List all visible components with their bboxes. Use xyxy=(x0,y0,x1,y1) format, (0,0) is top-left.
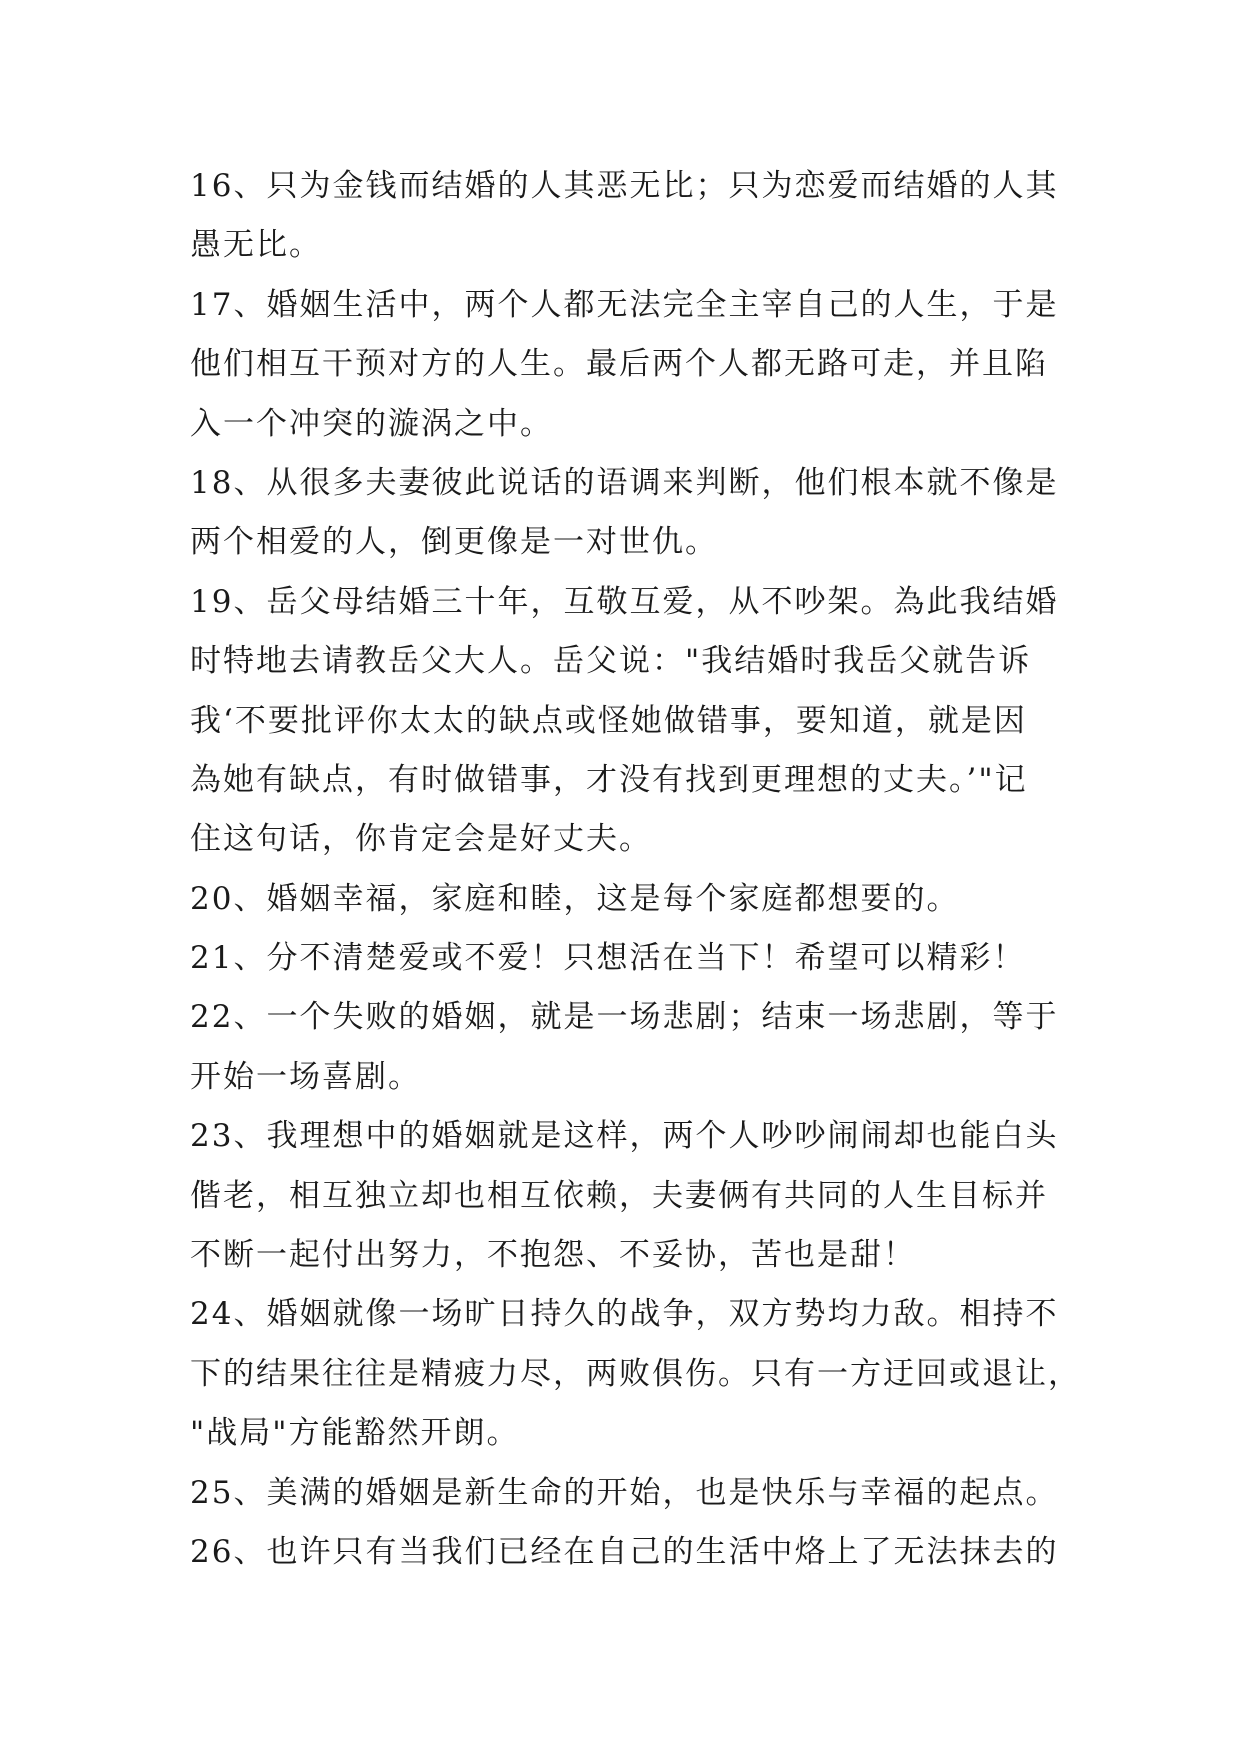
text-line: 24、婚姻就像一场旷日持久的战争，双方势均力敌。相持不 xyxy=(190,1296,1059,1333)
text-line: 时特地去请教岳父大人。岳父说："我结婚时我岳父就告诉 xyxy=(190,643,1032,680)
text-line: 住这句话，你肯定会是好丈夫。 xyxy=(190,821,652,858)
text-line: 偕老，相互独立却也相互依赖，夫妻俩有共同的人生目标并 xyxy=(190,1177,1048,1214)
text-line: 他们相互干预对方的人生。最后两个人都无路可走，并且陷 xyxy=(190,346,1048,383)
text-line: 下的结果往往是精疲力尽，两败俱伤。只有一方迂回或退让， xyxy=(190,1355,1081,1392)
text-line: "战局"方能豁然开朗。 xyxy=(190,1415,520,1452)
text-line: 16、只为金钱而结婚的人其恶无比；只为恋爱而结婚的人其 xyxy=(190,168,1059,204)
text-line: 22、一个失败的婚姻，就是一场悲剧；结束一场悲剧，等于 xyxy=(190,999,1059,1036)
text-line: 23、我理想中的婚姻就是这样，两个人吵吵闹闹却也能白头 xyxy=(190,1118,1059,1155)
text-line: 两个相爱的人，倒更像是一对世仇。 xyxy=(190,524,718,561)
text-line: 21、分不清楚爱或不爱！只想活在当下！希望可以精彩！ xyxy=(190,940,1026,977)
text-line: 我‘不要批评你太太的缺点或怪她做错事，要知道，就是因 xyxy=(190,702,1027,739)
document-body xyxy=(190,157,1081,1582)
text-line: 入一个冲突的漩涡之中。 xyxy=(190,405,553,442)
text-line: 开始一场喜剧。 xyxy=(190,1058,421,1095)
text-line: 26、也许只有当我们已经在自己的生活中烙上了无法抹去的 xyxy=(190,1533,1059,1570)
text-line: 19、岳父母结婚三十年，互敬互爱，从不吵架。為此我结婚 xyxy=(190,583,1059,620)
text-line: 不断一起付出努力，不抱怨、不妥协，苦也是甜！ xyxy=(190,1237,916,1274)
text-line: 18、从很多夫妻彼此说话的语调来判断，他们根本就不像是 xyxy=(190,464,1059,501)
text-line: 17、婚姻生活中，两个人都无法完全主宰自己的人生，于是 xyxy=(190,286,1059,323)
text-line: 20、婚姻幸福，家庭和睦，这是每个家庭都想要的。 xyxy=(190,880,960,917)
text-line: 25、美满的婚姻是新生命的开始，也是快乐与幸福的起点。 xyxy=(190,1474,1059,1511)
text-line: 愚无比。 xyxy=(190,227,322,264)
text-line: 為她有缺点，有时做错事，才没有找到更理想的丈夫。’"记 xyxy=(190,761,1028,798)
